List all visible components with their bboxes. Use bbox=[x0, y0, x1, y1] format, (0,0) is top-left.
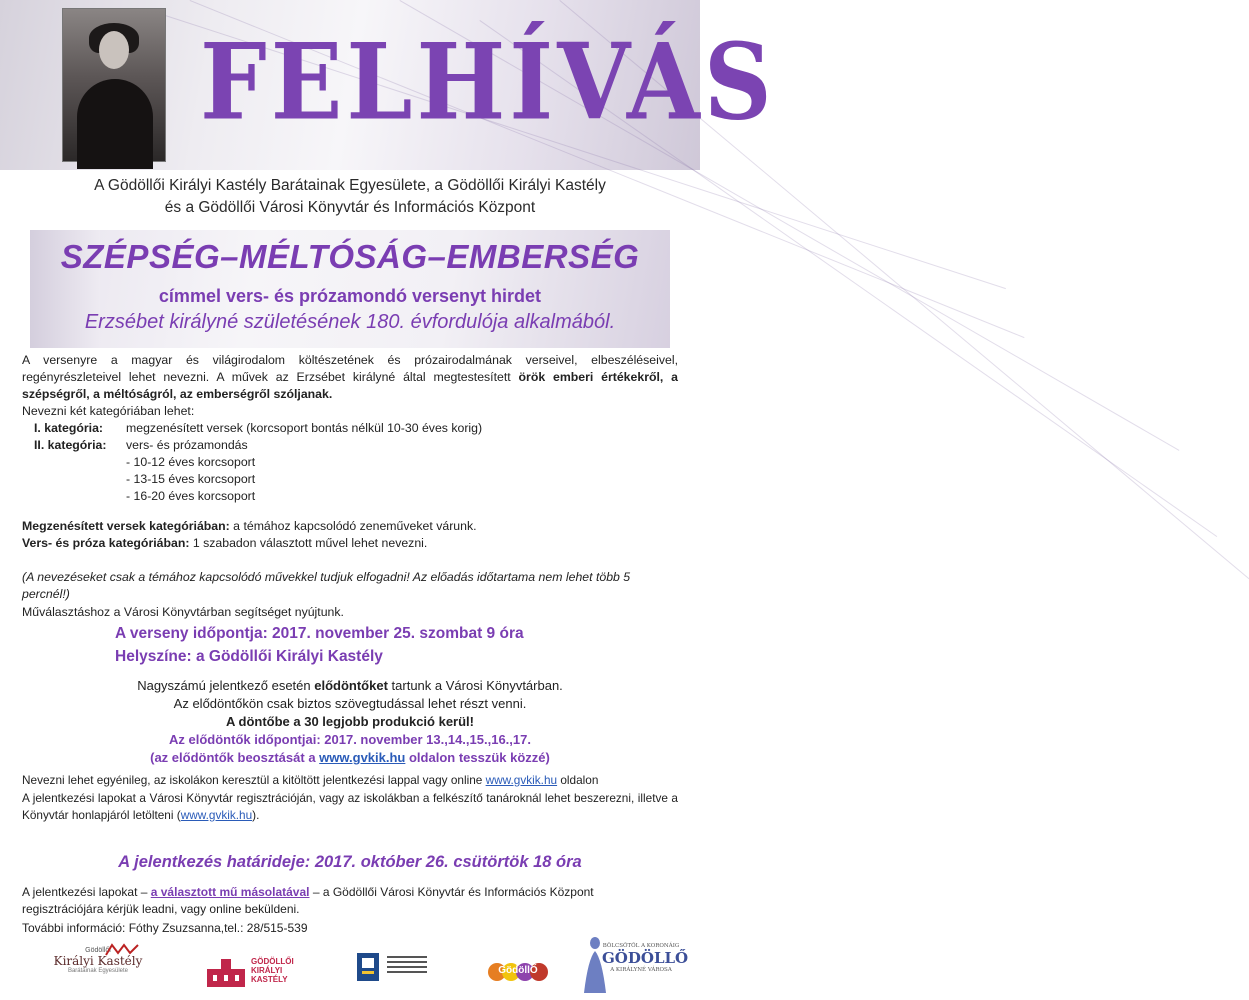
event-date: A verseny időpontja: 2017. november 25. szombat 9 óra bbox=[115, 625, 524, 642]
age-group: - 13-15 éves korcsoport bbox=[126, 472, 256, 486]
contact-info: További információ: Fóthy Zsuzsanna,tel.: 28/515-539 bbox=[22, 921, 308, 935]
castle-icon bbox=[205, 955, 247, 989]
headline-subtitle: címmel vers- és prózamondó versenyt hirdet bbox=[158, 286, 542, 306]
prelim-line-3: A döntőbe a 30 legjobb produkció kerül! bbox=[226, 714, 474, 729]
registration-1: Nevezni lehet egyénileg, az iskolákon keresztül a kitöltött jelentkezési lappal vagy online www.gvkik.hu oldalon bbox=[22, 773, 599, 787]
logo-library bbox=[355, 949, 430, 993]
registration-2: A jelentkezési lapokat a Városi Könyvtár regisztrációján, vagy az iskolákban a felkészítő tanároknál lehet beszerezni, illetve a Könyvtár honlapjáról letölteni (www.gvkik.hu). bbox=[22, 791, 678, 822]
gvkik-link[interactable]: www.gvkik.hu bbox=[319, 750, 406, 765]
category-2: II. kategória: vers- és prózamondás bbox=[34, 438, 248, 452]
gvkik-link[interactable]: www.gvkik.hu bbox=[180, 808, 253, 822]
help-text: Műválasztáshoz a Városi Könyvtárban segítséget nyújtunk. bbox=[22, 605, 344, 619]
prelim-schedule: (az elődöntők beosztását a www.gvkik.hu oldalon tesszük közzé) bbox=[150, 750, 550, 765]
note: (A nevezéseket csak a témához kapcsolódó művekkel tudjuk elfogadni! Az előadás időtartama nem lehet több 5 percnél!) bbox=[22, 570, 631, 601]
categories-list bbox=[34, 420, 674, 505]
categories-intro: Nevezni két kategóriában lehet: bbox=[22, 404, 195, 418]
page-title: FELHÍVÁS bbox=[200, 21, 776, 145]
category-1: I. kategória: megzenésített versek (korcsoport bontás nélkül 10-30 éves korig) bbox=[34, 421, 483, 435]
logo-godollo-2: GödöllŐ bbox=[487, 955, 549, 989]
deadline: A jelentkezés határideje: 2017. október 26. csütörtök 18 óra bbox=[118, 853, 582, 871]
prelim-dates: Az elődöntők időpontjai: 2017. november 13.,14.,15.,16.,17. bbox=[169, 732, 531, 747]
submission-text: A jelentkezési lapokat – a választott mű másolatával – a Gödöllői Városi Könyvtár és Információs Központ regisztrációjára kérjük leadni, vagy online beküldeni. bbox=[22, 885, 594, 916]
portrait-image bbox=[62, 8, 166, 162]
organizer-line-2: és a Gödöllői Városi Könyvtár és Információs Központ bbox=[164, 199, 536, 216]
age-group: - 16-20 éves korcsoport bbox=[126, 489, 256, 503]
rules bbox=[22, 518, 678, 552]
organizer-line-1: A Gödöllői Királyi Kastély Barátainak Egyesülete, a Gödöllői Királyi Kastély bbox=[94, 177, 606, 194]
rule-2: Vers- és próza kategóriában: 1 szabadon választott művel lehet nevezni. bbox=[22, 536, 428, 550]
age-group: - 10-12 éves korcsoport bbox=[126, 455, 256, 469]
intro-paragraph: A versenyre a magyar és világirodalom költészetének és prózairodalmának verseivel, elbeszéléseivel, regényrészleteivel lehet nevezni. A művek az Erzsébet királyné által megtestesített örök emberi értékekről, a szépségről, a méltóságról, az emberségről szóljanak. bbox=[22, 353, 678, 401]
event-venue: Helyszíne: a Gödöllői Királyi Kastély bbox=[115, 648, 383, 665]
anniversary-line: Erzsébet királyné születésének 180. évfordulója alkalmából. bbox=[84, 311, 616, 333]
rule-1: Megzenésített versek kategóriában: a témához kapcsolódó zeneműveket várunk. bbox=[22, 519, 477, 533]
prelim-line-1: Nagyszámú jelentkező esetén elődöntőket tartunk a Városi Könyvtárban. bbox=[137, 678, 563, 693]
headline: SZÉPSÉG–MÉLTÓSÁG–EMBERSÉG bbox=[60, 238, 640, 275]
logo-godollo-kiralyne: BÖLCSŐTŐL A KORONÁIG GÖDÖLLŐ A KIRÁLYNÉ VÁROSA bbox=[580, 935, 680, 997]
logo-kiralyi-kastely: GÖDÖLLŐI KIRÁLYI KASTÉLY bbox=[205, 951, 305, 995]
prelim-line-2: Az elődöntőkön csak biztos szövegtudással lehet részt venni. bbox=[173, 696, 527, 711]
book-icon bbox=[355, 949, 383, 983]
gvkik-link[interactable]: www.gvkik.hu bbox=[485, 773, 558, 787]
logo-kastely-baratai: Gödöllői Királyi Kastély Barátainak Egyesülete bbox=[38, 947, 158, 995]
sponsor-logos bbox=[0, 945, 700, 1000]
crown-icon bbox=[104, 943, 144, 957]
